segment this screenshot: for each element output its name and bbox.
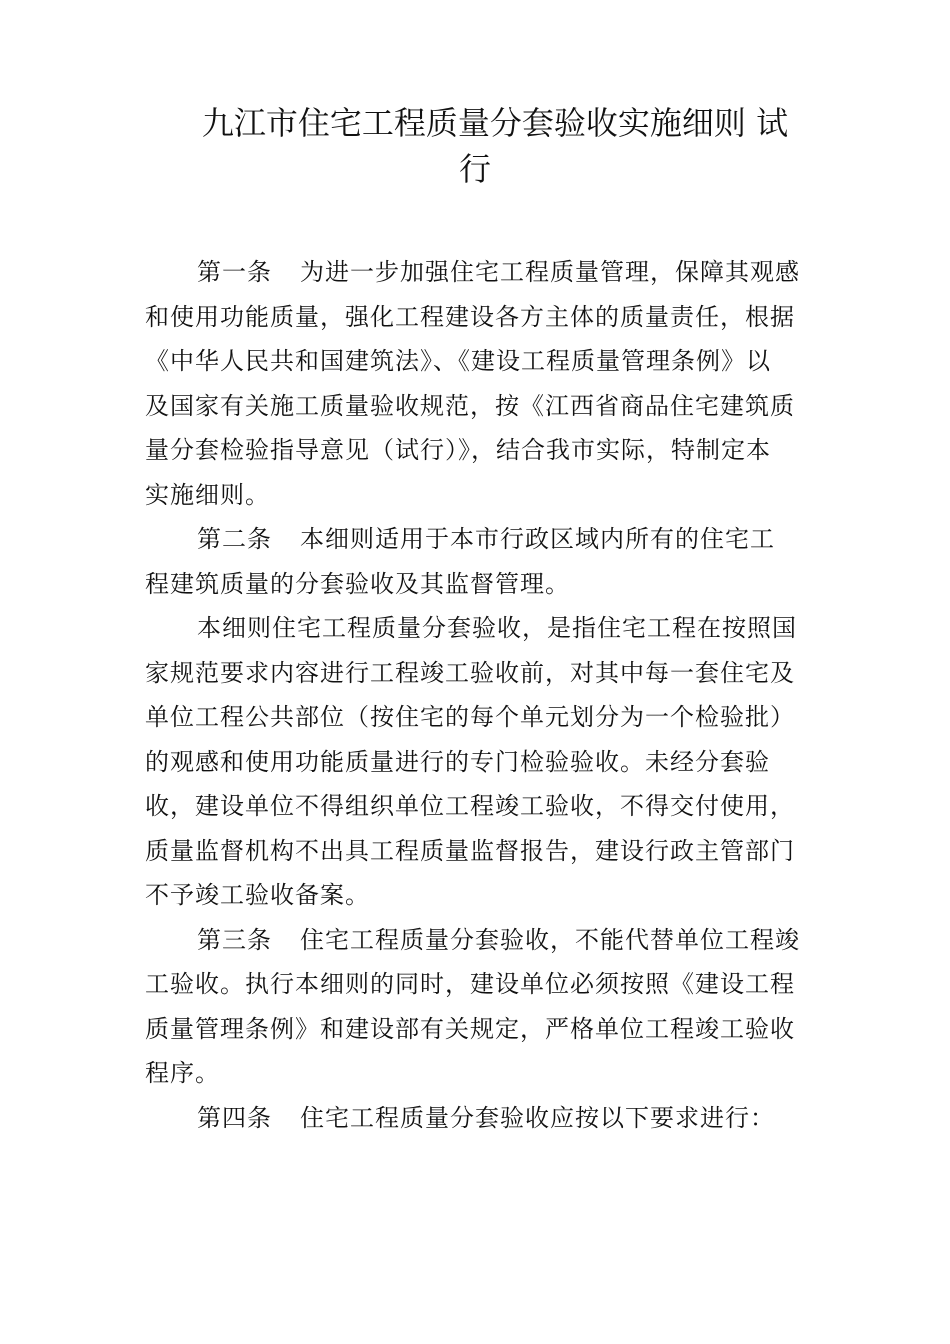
text-line: 程建筑质量的分套验收及其监督管理。 bbox=[145, 569, 570, 598]
text-line: 本细则住宅工程质量分套验收，是指住宅工程在按照国 bbox=[197, 614, 797, 642]
text-line: 实施细则。 bbox=[145, 480, 270, 509]
document-title bbox=[145, 100, 805, 192]
article-text: 本细则适用于本市行政区域内所有的住宅工 bbox=[300, 525, 775, 553]
text-line: 程序。 bbox=[145, 1059, 220, 1087]
text-line: 的观感和使用功能质量进行的专门检验验收。未经分套验 bbox=[145, 747, 770, 776]
article-text: 住宅工程质量分套验收，不能代替单位工程竣 bbox=[300, 925, 800, 954]
text-line bbox=[145, 517, 810, 562]
text-line: 和使用功能质量，强化工程建设各方主体的质量责任，根据 bbox=[145, 302, 795, 331]
document-body bbox=[145, 250, 810, 1140]
title-line-1: 九江市住宅工程质量分套验收实施细则 试 bbox=[201, 104, 789, 142]
article-number: 第一条 bbox=[197, 258, 272, 286]
text-line: 《中华人民共和国建筑法》、《建设工程质量管理条例》以 bbox=[145, 347, 771, 375]
article-number: 第三条 bbox=[197, 925, 272, 954]
article-number: 第二条 bbox=[197, 525, 272, 553]
article-text: 住宅工程质量分套验收应按以下要求进行： bbox=[300, 1103, 775, 1132]
text-line: 质量监督机构不出具工程质量监督报告，建设行政主管部门 bbox=[145, 836, 795, 865]
text-line bbox=[145, 1096, 810, 1141]
text-line: 不予竣工验收备案。 bbox=[145, 881, 370, 909]
text-line: 收，建设单位不得组织单位工程竣工验收，不得交付使用， bbox=[145, 792, 795, 820]
text-line: 质量管理条例》和建设部有关规定，严格单位工程竣工验收 bbox=[145, 1014, 795, 1043]
text-line bbox=[145, 250, 810, 295]
text-line: 单位工程公共部位（按住宅的每个单元划分为一个检验批） bbox=[145, 703, 795, 731]
text-line: 工验收。执行本细则的同时，建设单位必须按照《建设工程 bbox=[145, 970, 795, 998]
text-line: 量分套检验指导意见（试行）》，结合我市实际，特制定本 bbox=[145, 436, 771, 464]
text-line: 及国家有关施工质量验收规范，按《江西省商品住宅建筑质 bbox=[145, 391, 795, 420]
article-text: 为进一步加强住宅工程质量管理，保障其观感 bbox=[300, 258, 800, 286]
article-number: 第四条 bbox=[197, 1103, 272, 1132]
text-line: 家规范要求内容进行工程竣工验收前，对其中每一套住宅及 bbox=[145, 658, 795, 687]
title-line-2: 行 bbox=[458, 150, 491, 188]
text-line bbox=[145, 918, 810, 963]
